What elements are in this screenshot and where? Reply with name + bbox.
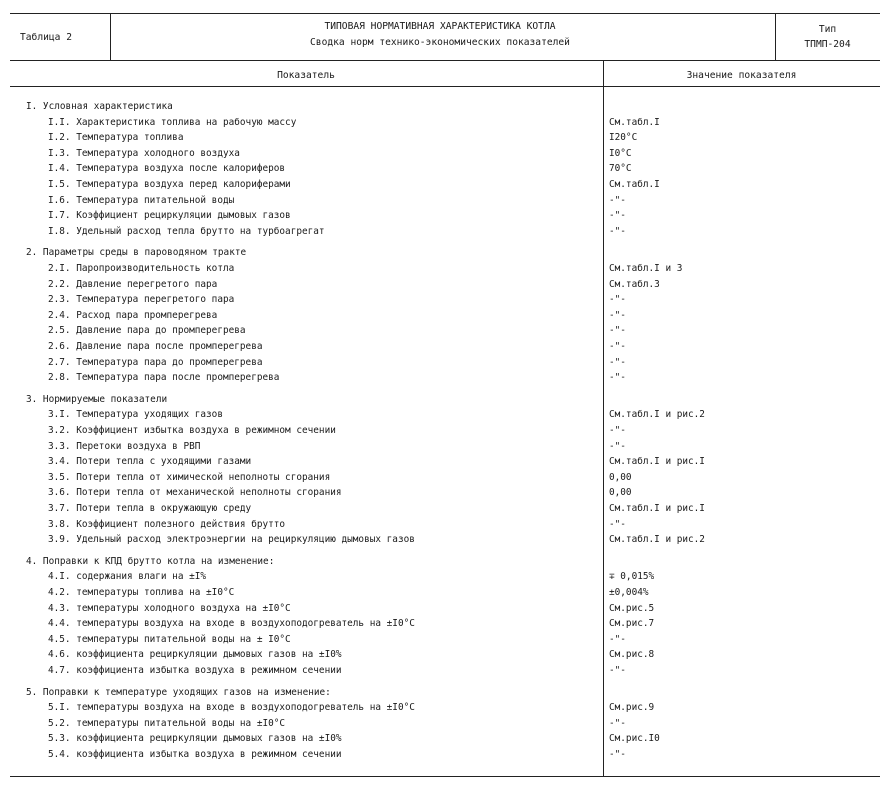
indicator-label: 5.3. коэффициента рециркуляции дымовых газов на ±I0% [48,733,342,744]
indicator-label: I.I. Характеристика топлива на рабочую массу [48,117,297,128]
type-value: ТПМП-204 [804,39,851,50]
table-row [0,195,884,207]
indicator-value: -"- [609,357,626,368]
indicator-label: 3.3. Перетоки воздуха в РВП [48,441,201,452]
table-row [0,341,884,353]
table-row [0,534,884,546]
table-row [0,263,884,275]
indicator-value: См.рис.7 [609,618,655,629]
header-divider-right [775,13,776,60]
indicator-label: 2.3. Температура перегретого пара [48,294,235,305]
indicator-label: 2. Параметры среды в пароводяном тракте [26,247,247,258]
indicator-value: -"- [609,294,626,305]
indicator-label: I.2. Температура топлива [48,132,184,143]
indicator-label: 4.6. коэффициента рециркуляции дымовых газов на ±I0% [48,649,342,660]
table-row [0,649,884,661]
indicator-value: -"- [609,665,626,676]
table-row [0,294,884,306]
table-row [0,456,884,468]
indicator-value: См.табл.I и 3 [609,263,683,274]
table-row [0,603,884,615]
indicator-label: 3.5. Потери тепла от химической неполноты сгорания [48,472,331,483]
indicator-value: См.рис.I0 [609,733,660,744]
indicator-value: ∓ 0,015% [609,571,655,582]
table-row [0,587,884,599]
indicator-value: -"- [609,210,626,221]
table-row [0,487,884,499]
indicator-label: 2.5. Давление пара до промперегрева [48,325,246,336]
indicator-label: 4.4. температуры воздуха на входе в воздухоподогреватель на ±I0°C [48,618,415,629]
indicator-label: I.5. Температура воздуха перед калориферами [48,179,291,190]
indicator-value: См.рис.5 [609,603,655,614]
table-row [0,749,884,761]
indicator-label: 4.5. температуры питательной воды на ± I0°C [48,634,291,645]
table-row [0,425,884,437]
table-row [0,441,884,453]
table-row [0,325,884,337]
indicator-label: 3.8. Коэффициент полезного действия брутто [48,519,286,530]
indicator-label: 5. Поправки к температуре уходящих газов на изменение: [26,687,331,698]
section-heading-row [0,394,884,406]
indicator-label: 5.I. температуры воздуха на входе в воздухоподогреватель на ±I0°C [48,702,415,713]
indicator-label: 2.2. Давление перегретого пара [48,279,218,290]
indicator-value: См.рис.9 [609,702,655,713]
indicator-value: -"- [609,310,626,321]
indicator-value: I20°C [609,132,638,143]
indicator-value: -"- [609,195,626,206]
table-subtitle: Сводка норм технико-экономических показателей [310,37,570,48]
indicator-value: ±0,004% [609,587,649,598]
indicator-value: См.табл.I [609,179,660,190]
table-row [0,718,884,730]
indicator-value: См.табл.I и рис.2 [609,534,705,545]
column-header-value: Значение показателя [686,70,797,81]
indicator-value: См.табл.I и рис.I [609,456,705,467]
indicator-label: 3.7. Потери тепла в окружающую среду [48,503,252,514]
indicator-value: -"- [609,425,626,436]
table-row [0,226,884,238]
table-row [0,472,884,484]
indicator-value: -"- [609,441,626,452]
table-row [0,163,884,175]
indicator-label: 2.4. Расход пара промперегрева [48,310,218,321]
indicator-label: 2.6. Давление пара после промперегрева [48,341,263,352]
table-row [0,618,884,630]
top-border [10,13,880,14]
indicator-value: См.табл.3 [609,279,660,290]
indicator-value: См.табл.I и рис.I [609,503,705,514]
section-heading-row [0,247,884,259]
indicator-value: -"- [609,325,626,336]
table-row [0,733,884,745]
table-row [0,357,884,369]
section-heading-row [0,687,884,699]
indicator-label: 2.8. Температура пара после промперегрева [48,372,280,383]
indicator-label: 3.9. Удельный расход электроэнергии на рециркуляцию дымовых газов [48,534,415,545]
indicator-label: 3. Нормируемые показатели [26,394,168,405]
indicator-label: I.8. Удельный расход тепла брутто на турбоагрегат [48,226,325,237]
indicator-label: I.6. Температура питательной воды [48,195,235,206]
table-row [0,702,884,714]
indicator-value: -"- [609,372,626,383]
table-row [0,148,884,160]
table-row [0,117,884,129]
indicator-label: 3.6. Потери тепла от механической неполноты сгорания [48,487,342,498]
indicator-value: 0,00 [609,487,632,498]
indicator-value: -"- [609,749,626,760]
indicator-label: 5.2. температуры питательной воды на ±I0°C [48,718,286,729]
indicator-label: I.4. Температура воздуха после калориферов [48,163,286,174]
indicator-label: 5.4. коэффициента избытка воздуха в режимном сечении [48,749,342,760]
indicator-value: 70°C [609,163,632,174]
indicator-value: -"- [609,341,626,352]
indicator-value: См.рис.8 [609,649,655,660]
table-title: ТИПОВАЯ НОРМАТИВНАЯ ХАРАКТЕРИСТИКА КОТЛА [324,21,556,32]
column-header-indicator: Показатель [277,70,335,81]
table-row [0,210,884,222]
indicator-value: -"- [609,226,626,237]
section-heading-row [0,101,884,113]
indicator-value: I0°C [609,148,632,159]
indicator-label: I. Условная характеристика [26,101,173,112]
column-header-bottom-border [10,86,880,87]
table-row [0,571,884,583]
header-bottom-border [10,60,880,61]
table-row [0,310,884,322]
table-row [0,665,884,677]
indicator-value: 0,00 [609,472,632,483]
table-row [0,409,884,421]
table-bottom-border [10,776,880,777]
indicator-label: 4.I. содержания влаги на ±I% [48,571,207,582]
table-row [0,634,884,646]
indicator-label: 4.3. температуры холодного воздуха на ±I0°C [48,603,291,614]
table-row [0,279,884,291]
indicator-label: 4.2. температуры топлива на ±I0°C [48,587,235,598]
indicator-value: См.табл.I и рис.2 [609,409,705,420]
indicator-label: I.7. Коэффициент рециркуляции дымовых газов [48,210,291,221]
type-label: Тип [818,24,837,35]
table-row [0,132,884,144]
section-heading-row [0,556,884,568]
indicator-value: -"- [609,634,626,645]
table-label: Таблица 2 [20,32,72,43]
indicator-label: 3.I. Температура уходящих газов [48,409,223,420]
indicator-label: 2.I. Паропроизводительность котла [48,263,235,274]
table-row [0,179,884,191]
indicator-label: 4.7. коэффициента избытка воздуха в режимном сечении [48,665,342,676]
indicator-label: 3.4. Потери тепла с уходящими газами [48,456,252,467]
indicator-label: 4. Поправки к КПД брутто котла на изменение: [26,556,275,567]
indicator-label: 3.2. Коэффициент избытка воздуха в режимном сечении [48,425,336,436]
indicator-value: -"- [609,519,626,530]
indicator-value: -"- [609,718,626,729]
indicator-label: 2.7. Температура пара до промперегрева [48,357,263,368]
table-row [0,503,884,515]
table-row [0,519,884,531]
table-row [0,372,884,384]
indicator-value: См.табл.I [609,117,660,128]
indicator-label: I.3. Температура холодного воздуха [48,148,240,159]
